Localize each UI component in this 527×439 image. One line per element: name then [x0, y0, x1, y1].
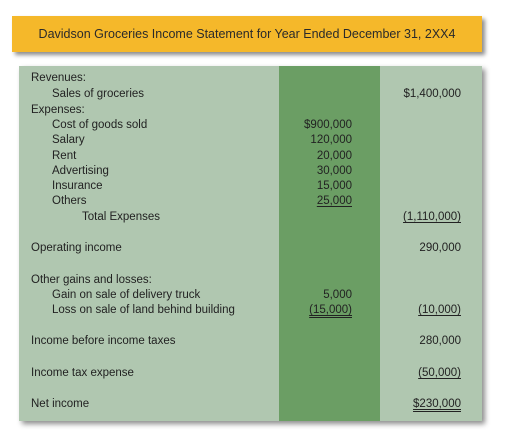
advertising-amount: 30,000 — [316, 165, 352, 177]
total-expenses-total: (1,110,000) — [403, 211, 461, 223]
advertising-row — [19, 163, 482, 179]
statement-title-bar — [12, 16, 482, 52]
other-gains-row — [19, 272, 482, 288]
rent-amount: 20,000 — [316, 150, 352, 162]
other-gains-heading: Other gains and losses: — [31, 274, 152, 286]
tax-total: (50,000) — [418, 367, 461, 379]
operating-income-total: 290,000 — [419, 242, 461, 254]
loss-land-total: (10,000) — [418, 304, 461, 316]
income-before-tax-row — [19, 333, 482, 349]
others-row — [19, 193, 482, 209]
net-income-row — [19, 396, 482, 412]
total-expenses-row — [19, 209, 482, 225]
gain-truck-row — [19, 287, 482, 303]
loss-land-label: Loss on sale of land behind building — [52, 304, 235, 316]
cogs-label: Cost of goods sold — [52, 119, 148, 131]
revenues-heading: Revenues: — [31, 72, 86, 84]
statement-title: Davidson Groceries Income Statement for Year Ended December 31, 2XX4 — [38, 27, 456, 41]
others-amount: 25,000 — [316, 195, 352, 207]
total-expenses-label: Total Expenses — [82, 211, 160, 223]
net-income-total: $230,000 — [413, 398, 461, 410]
expenses-row — [19, 102, 482, 118]
salary-amount: 120,000 — [310, 134, 352, 146]
income-before-tax-total: 280,000 — [419, 335, 461, 347]
revenues-row — [19, 70, 482, 86]
salary-label: Salary — [52, 134, 85, 146]
sales-total: $1,400,000 — [403, 88, 461, 100]
insurance-label: Insurance — [52, 180, 103, 192]
salary-row — [19, 132, 482, 148]
sales-label: Sales of groceries — [52, 88, 145, 100]
sales-row — [19, 86, 482, 102]
expenses-heading: Expenses: — [31, 104, 85, 116]
tax-label: Income tax expense — [31, 367, 134, 379]
tax-row — [19, 365, 482, 381]
net-income-label: Net income — [31, 398, 90, 410]
income-before-tax-label: Income before income taxes — [31, 335, 176, 347]
advertising-label: Advertising — [52, 165, 109, 177]
cogs-amount: $900,000 — [304, 119, 352, 131]
loss-land-amount: (15,000) — [309, 304, 352, 316]
operating-income-row — [19, 240, 482, 256]
rent-label: Rent — [52, 150, 77, 162]
others-label: Others — [52, 195, 87, 207]
cogs-row — [19, 117, 482, 133]
loss-land-row — [19, 302, 482, 318]
insurance-amount: 15,000 — [316, 180, 352, 192]
insurance-row — [19, 178, 482, 194]
gain-truck-amount: 5,000 — [323, 289, 352, 301]
rent-row — [19, 148, 482, 164]
operating-income-label: Operating income — [31, 242, 122, 254]
gain-truck-label: Gain on sale of delivery truck — [52, 289, 201, 301]
